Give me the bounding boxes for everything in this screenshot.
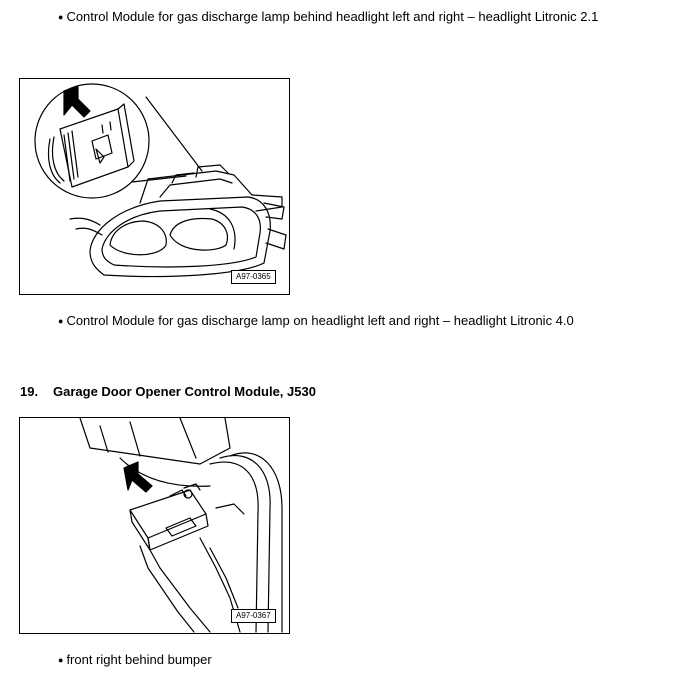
pointer-arrow (64, 87, 90, 117)
bullet-dot: ● (58, 316, 64, 326)
zoom-leader-line (132, 176, 186, 182)
bumper-illustration (20, 418, 289, 633)
bracket (150, 550, 210, 632)
bullet-front-right (58, 652, 212, 668)
bumper-edge (220, 456, 270, 632)
figure-label: A97-0365 (231, 270, 276, 284)
section-title: Garage Door Opener Control Module, J530 (53, 384, 316, 399)
figure-bumper (19, 417, 290, 634)
zoom-leader-line (146, 97, 202, 171)
headlight-illustration (20, 79, 289, 294)
figure-label: A97-0367 (231, 609, 276, 623)
section-number: 19. (20, 384, 39, 399)
wire (70, 218, 100, 225)
bullet-dot: ● (58, 655, 64, 665)
bullet-text: front right behind bumper (66, 652, 212, 667)
headlight-housing (90, 197, 270, 277)
bullet-litronic-4-0 (58, 313, 574, 329)
bullet-litronic-2-1 (58, 9, 598, 25)
body-panel (80, 418, 230, 464)
section-heading (20, 384, 316, 399)
figure-headlight (19, 78, 290, 295)
bullet-text: Control Module for gas discharge lamp on headlight left and right – headlight Litronic 4.0 (66, 313, 574, 328)
headlight-lens (102, 207, 260, 267)
bullet-dot: ● (58, 12, 64, 22)
bullet-text: Control Module for gas discharge lamp behind headlight left and right – headlight Litronic 2.1 (66, 9, 599, 24)
lamp-reflector-right (170, 219, 227, 251)
